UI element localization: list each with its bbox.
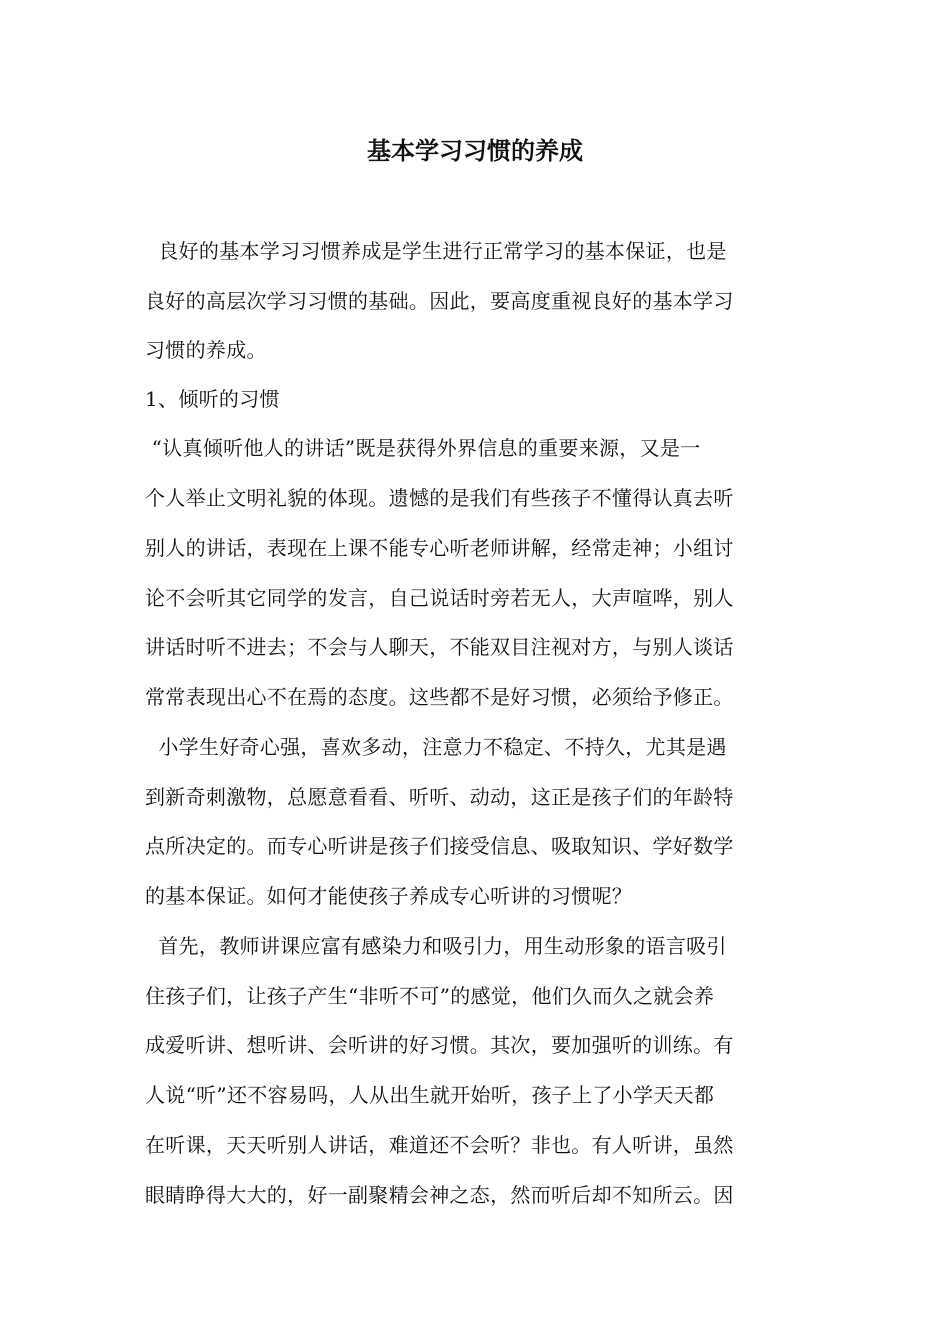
text-line: 个人举止文明礼貌的体现。遗憾的是我们有些孩子不懂得认真去听 [145, 486, 734, 510]
text-line: 论不会听其它同学的发言，自己说话时旁若无人，大声喧哗，别人 [145, 586, 734, 610]
text-line: 人说“听”还不容易吗，人从出生就开始听，孩子上了小学天天都 [145, 1083, 715, 1107]
text-line: 在听课，天天听别人讲话，难道还不会听？非也。有人听讲，虽然 [145, 1133, 734, 1157]
text-line: 的基本保证。如何才能使孩子养成专心听讲的习惯呢？ [145, 884, 633, 908]
text-line: “认真倾听他人的讲话”既是获得外界信息的重要来源，又是一 [145, 436, 701, 460]
text-line: 眼睛睁得大大的，好一副聚精会神之态，然而听后却不知所云。因 [145, 1183, 734, 1207]
text-line: 良好的高层次学习习惯的基础。因此，要高度重视良好的基本学习 [145, 289, 734, 313]
text-line: 到新奇刺激物，总愿意看看、听听、动动，这正是孩子们的年龄特 [145, 785, 734, 809]
section-heading: 1、倾听的习惯 [145, 387, 280, 411]
text-line: 小学生好奇心强，喜欢多动，注意力不稳定、不持久，尤其是遇 [145, 735, 727, 759]
page-title: 基本学习习惯的养成 [367, 136, 583, 165]
text-line: 住孩子们，让孩子产生“非听不可”的感觉，他们久而久之就会养 [145, 984, 715, 1008]
text-line: 成爱听讲、想听讲、会听讲的好习惯。其次，要加强听的训练。有 [145, 1033, 734, 1057]
text-line: 习惯的养成。 [145, 338, 267, 362]
text-line: 讲话时听不进去；不会与人聊天，不能双目注视对方，与别人谈话 [145, 635, 734, 659]
text-line: 良好的基本学习习惯养成是学生进行正常学习的基本保证，也是 [145, 239, 727, 263]
text-line: 首先，教师讲课应富有感染力和吸引力，用生动形象的语言吸引 [145, 934, 727, 958]
text-line: 常常表现出心不在焉的态度。这些都不是好习惯，必须给予修正。 [145, 685, 734, 709]
text-line: 别人的讲话，表现在上课不能专心听老师讲解，经常走神；小组讨 [145, 536, 734, 560]
text-line: 点所决定的。而专心听讲是孩子们接受信息、吸取知识、学好数学 [145, 834, 734, 858]
